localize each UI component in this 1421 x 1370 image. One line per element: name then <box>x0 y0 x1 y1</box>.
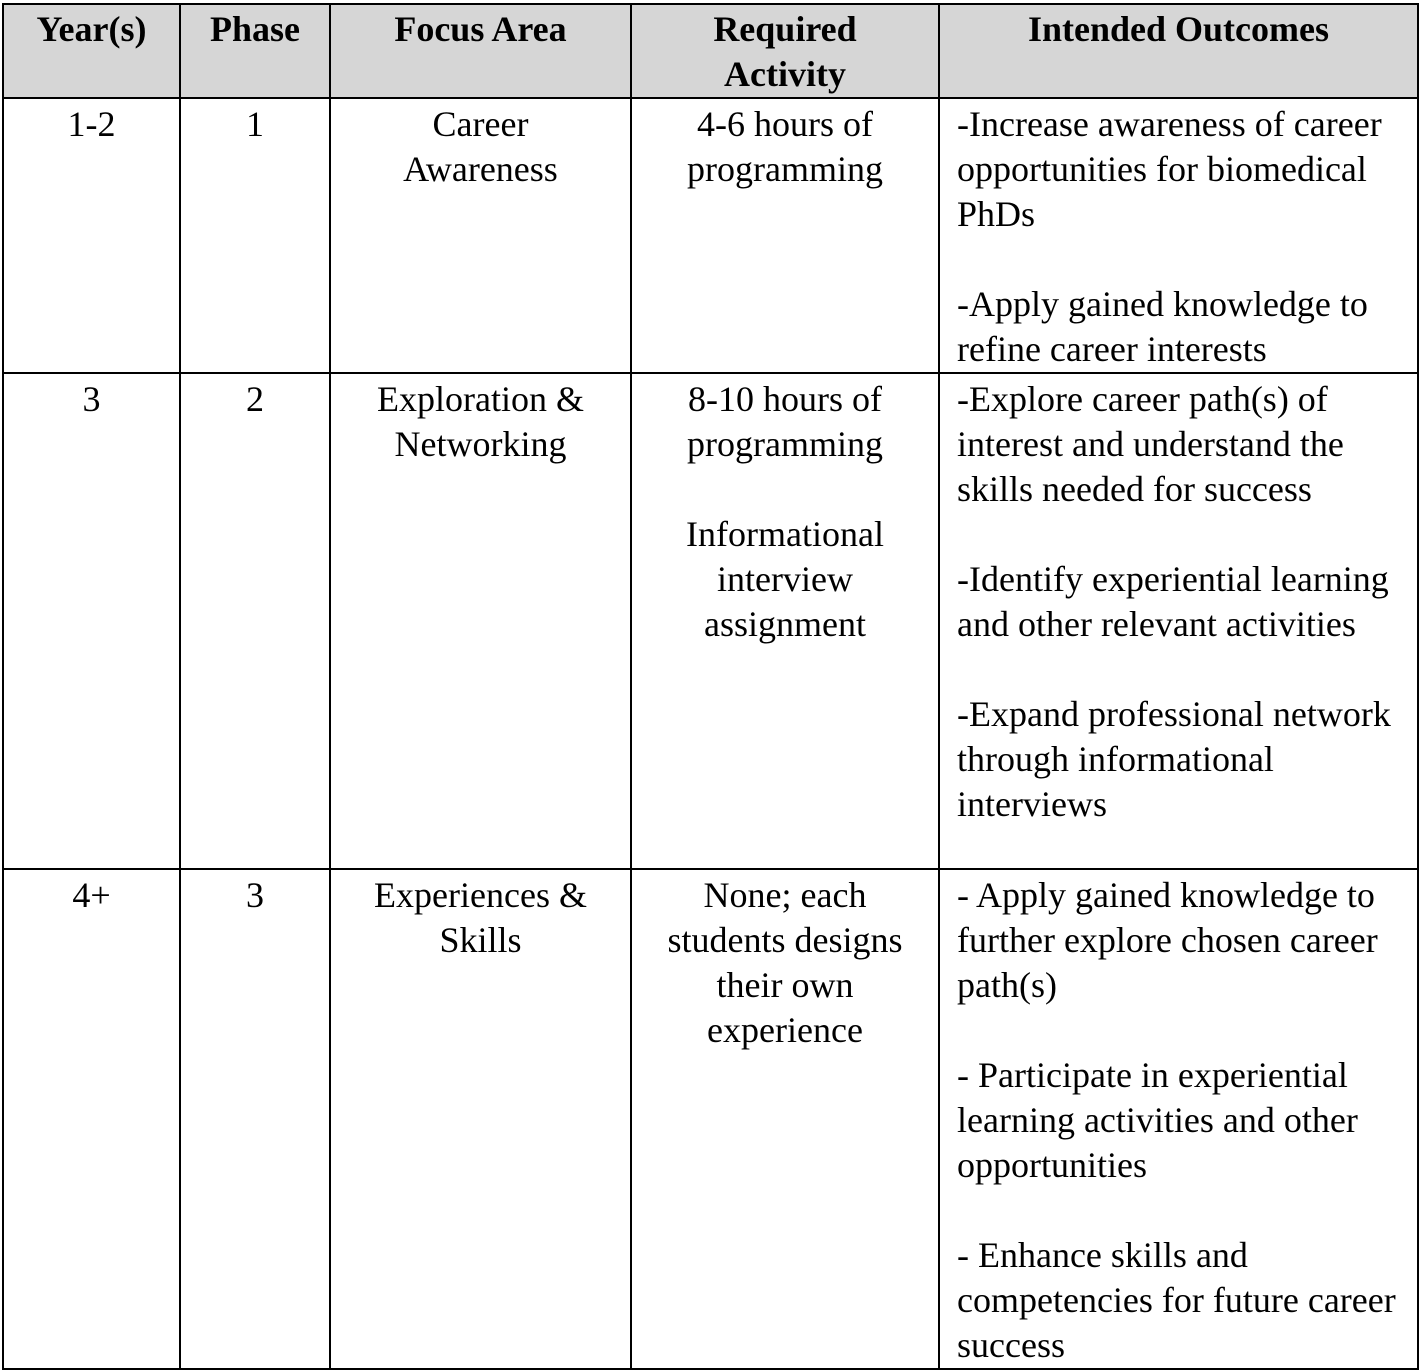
outcome-text: -Explore career path(s) of interest and understand the skills needed for success <box>957 379 1344 509</box>
intended-outcomes-cell <box>939 869 1418 1369</box>
outcome-text: - Participate in experiential learning activities and other opportunities <box>957 1055 1358 1185</box>
years-cell: 4+ <box>3 869 180 1369</box>
outcome-text: - Enhance skills and competencies for future career success <box>957 1235 1396 1365</box>
outcome-text: -Expand professional network through informational interviews <box>957 694 1391 824</box>
career-phases-table <box>2 3 1419 1370</box>
phase-cell: 1 <box>180 98 330 373</box>
table-row <box>3 98 1418 373</box>
header-required-activity: Required Activity <box>631 4 939 98</box>
header-row <box>3 4 1418 98</box>
focus-area-cell: Career Awareness <box>330 98 631 373</box>
outcome-text: -Identify experiential learning and other relevant activities <box>957 559 1389 644</box>
outcome-text: - Apply gained knowledge to further explore chosen career path(s) <box>957 875 1378 1005</box>
phase-cell: 2 <box>180 373 330 869</box>
header-focus-area: Focus Area <box>330 4 631 98</box>
years-cell: 3 <box>3 373 180 869</box>
activity-text: 8-10 hours of programming <box>687 379 883 464</box>
required-activity-cell <box>631 373 939 869</box>
phase-cell: 3 <box>180 869 330 1369</box>
intended-outcomes-cell <box>939 373 1418 869</box>
required-activity-cell <box>631 869 939 1369</box>
required-activity-cell <box>631 98 939 373</box>
focus-area-cell: Experiences & Skills <box>330 869 631 1369</box>
header-phase: Phase <box>180 4 330 98</box>
activity-text: Informational interview assignment <box>686 514 884 644</box>
outcome-text: -Apply gained knowledge to refine career interests <box>957 284 1368 369</box>
intended-outcomes-cell <box>939 98 1418 373</box>
table-row <box>3 869 1418 1369</box>
outcome-text: -Increase awareness of career opportunities for biomedical PhDs <box>957 104 1382 234</box>
header-intended-outcomes: Intended Outcomes <box>939 4 1418 98</box>
table-row <box>3 373 1418 869</box>
header-years: Year(s) <box>3 4 180 98</box>
years-cell: 1-2 <box>3 98 180 373</box>
activity-text: 4-6 hours of programming <box>687 104 883 189</box>
focus-area-cell: Exploration & Networking <box>330 373 631 869</box>
activity-text: None; each students designs their own experience <box>667 875 903 1050</box>
